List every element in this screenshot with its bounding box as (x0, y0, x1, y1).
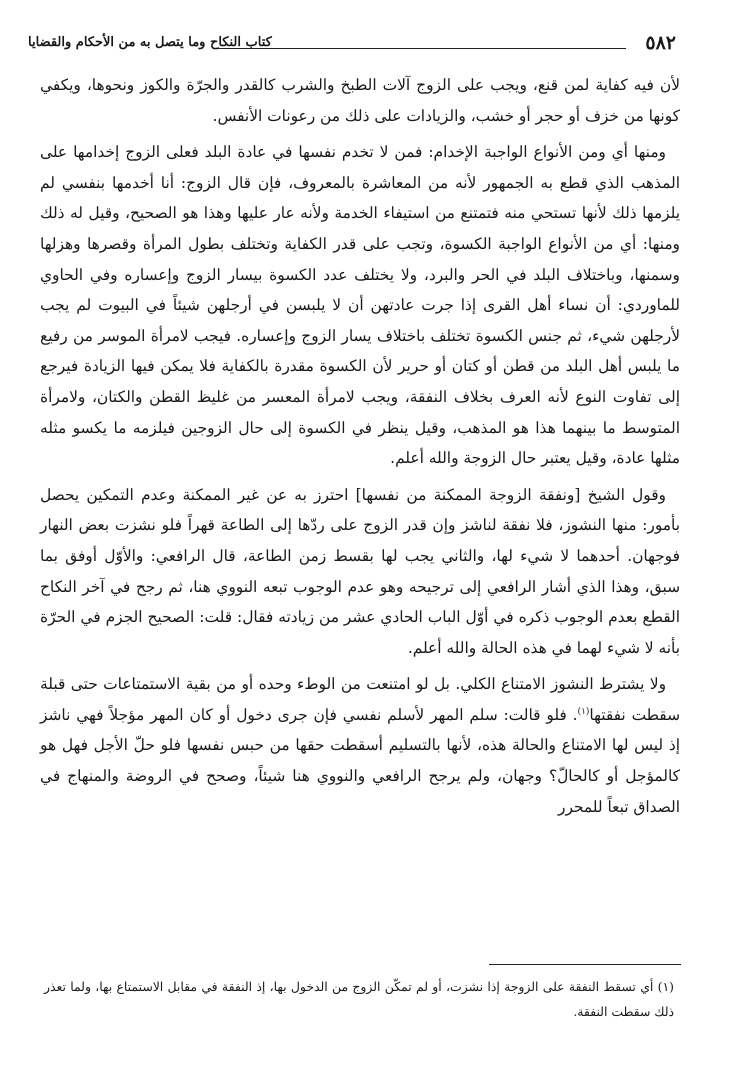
footnote: (١) أي تسقط النفقة على الزوجة إذا نشزت، أو لم تمكّن الزوج من الدخول بها، إذ النفقة في مقابل الاستمتاع بها، ولما تعذر ذلك سقطت النفقة. (44, 979, 674, 1019)
footnote-marker: (١) (577, 706, 590, 717)
paragraph-refusal (40, 669, 680, 822)
paragraph-refusal-sep: . (566, 705, 578, 724)
page-number: ٥٨٢ (645, 32, 676, 54)
paragraph-nushuz: وقول الشيخ [ونفقة الزوجة الممكنة من نفسها] احترز به عن غير الممكنة وعدم التمكين يحصل بأمور: منها النشوز، فلا نفقة لناشز وإن قدر الزوج على ردّها إلى الطاعة قهراً فلو نشزت بعض النهار فوجهان. أحدهما لا شيء لها، والثاني يجب لها بقسط زمن الطاعة، قال الرافعي: والأوّل أوفق بما سبق، وهذا الذي أشار الرافعي إلى ترجيحه وهو عدم الوجوب تبعه النووي هنا، ثم رجح في آخر النكاح القطع بعدم الوجوب ذكره في أوّل الباب الحادي عشر من زيادته فقال: قلت: الصحيح الجزم في الحرّة بأنه لا شيء لهما في هذه الحالة والله أعلم. (40, 485, 680, 657)
main-text (40, 70, 680, 828)
paragraph-service-clothing: ومنها أي ومن الأنواع الواجبة الإخدام: فمن لا تخدم نفسها في عادة البلد فعلى الزوج إخدامها على المذهب الذي قطع به الجمهور لأنه من المعاشرة بالمعروف، فإن قال الزوج: أنا أخدمها بنفسي لم يلزمها ذلك لأنها تستحي منه فتمتنع من استيفاء الخدمة ولأنه عار عليها وهذا هو الصحيح، وقيل له ذلك ومنها: أي من الأنواع الواجبة الكسوة، وتجب على قدر الكفاية وتختلف بطول المرأة وقصرها وهزلها وسمنها، وباختلاف البلد في الحر والبرد، ولا يختلف عدد الكسوة بيسار الزوج وإعساره وفي الحاوي للماوردي: أن نساء أهل القرى إذا جرت عادتهن أن لا يلبسن في أرجلهن شيئاً في البيوت لم يجب لأرجلهن شيء، ثم جنس الكسوة تختلف باختلاف يسار الزوج وإعساره. فيجب لامرأة الموسر من رفيع ما يلبس أهل البلد من قطن أو كتان أو حرير لأن الكسوة مقدرة بالكفاية فلا يمكن فيها الزيادة فيرجع إلى تفاوت النوع لأنه العرف بخلاف النفقة، ويجب لامرأة المعسر من غليظ القطن والكتان، ولامرأة المتوسط ما بينهما هذا هو المذهب، وقيل ينظر في الكسوة إلى حال الزوجين فيلزمه ما يكسو مثله مثلها عادة، وقيل يعتبر حال الزوجة والله أعلم. (40, 143, 680, 468)
page-header (28, 30, 676, 60)
paragraph-refusal-cont: فلو قالت: سلم المهر لأسلم نفسي فإن جرى دخول أو كان المهر مؤجلاً فهي ناشز إذ ليس لها الامتناع والحالة هذه، لأنها بالتسليم أسقطت حقها من حبس نفسها فلو حلّ الأجل فهل هو كالمؤجل أو كالحالّ؟ وجهان، ولم يرجح الرافعي والنووي هنا شيئاً، وصحح في الروضة والمنهاج في الصداق تبعاً للمحرر (40, 705, 680, 816)
header-rule (216, 48, 626, 49)
running-title: كتاب النكاح وما يتصل به من الأحكام والقضايا (28, 35, 272, 50)
paragraph-refusal-text: ولا يشترط النشوز الامتناع الكلي. بل لو امتنعت من الوطء وحده أو من بقية الاستمتاعات حتى قبلة سقطت نفقتها (40, 675, 680, 724)
footnote-rule (489, 964, 681, 965)
paragraph-kitchenware: لأن فيه كفاية لمن قنع، ويجب على الزوج آلات الطبخ والشرب كالقدر والجرّة والكوز ونحوها، ويكفي كونها من خزف أو حجر أو خشب، والزيادات على ذلك من رعونات الأنفس. (40, 76, 680, 125)
